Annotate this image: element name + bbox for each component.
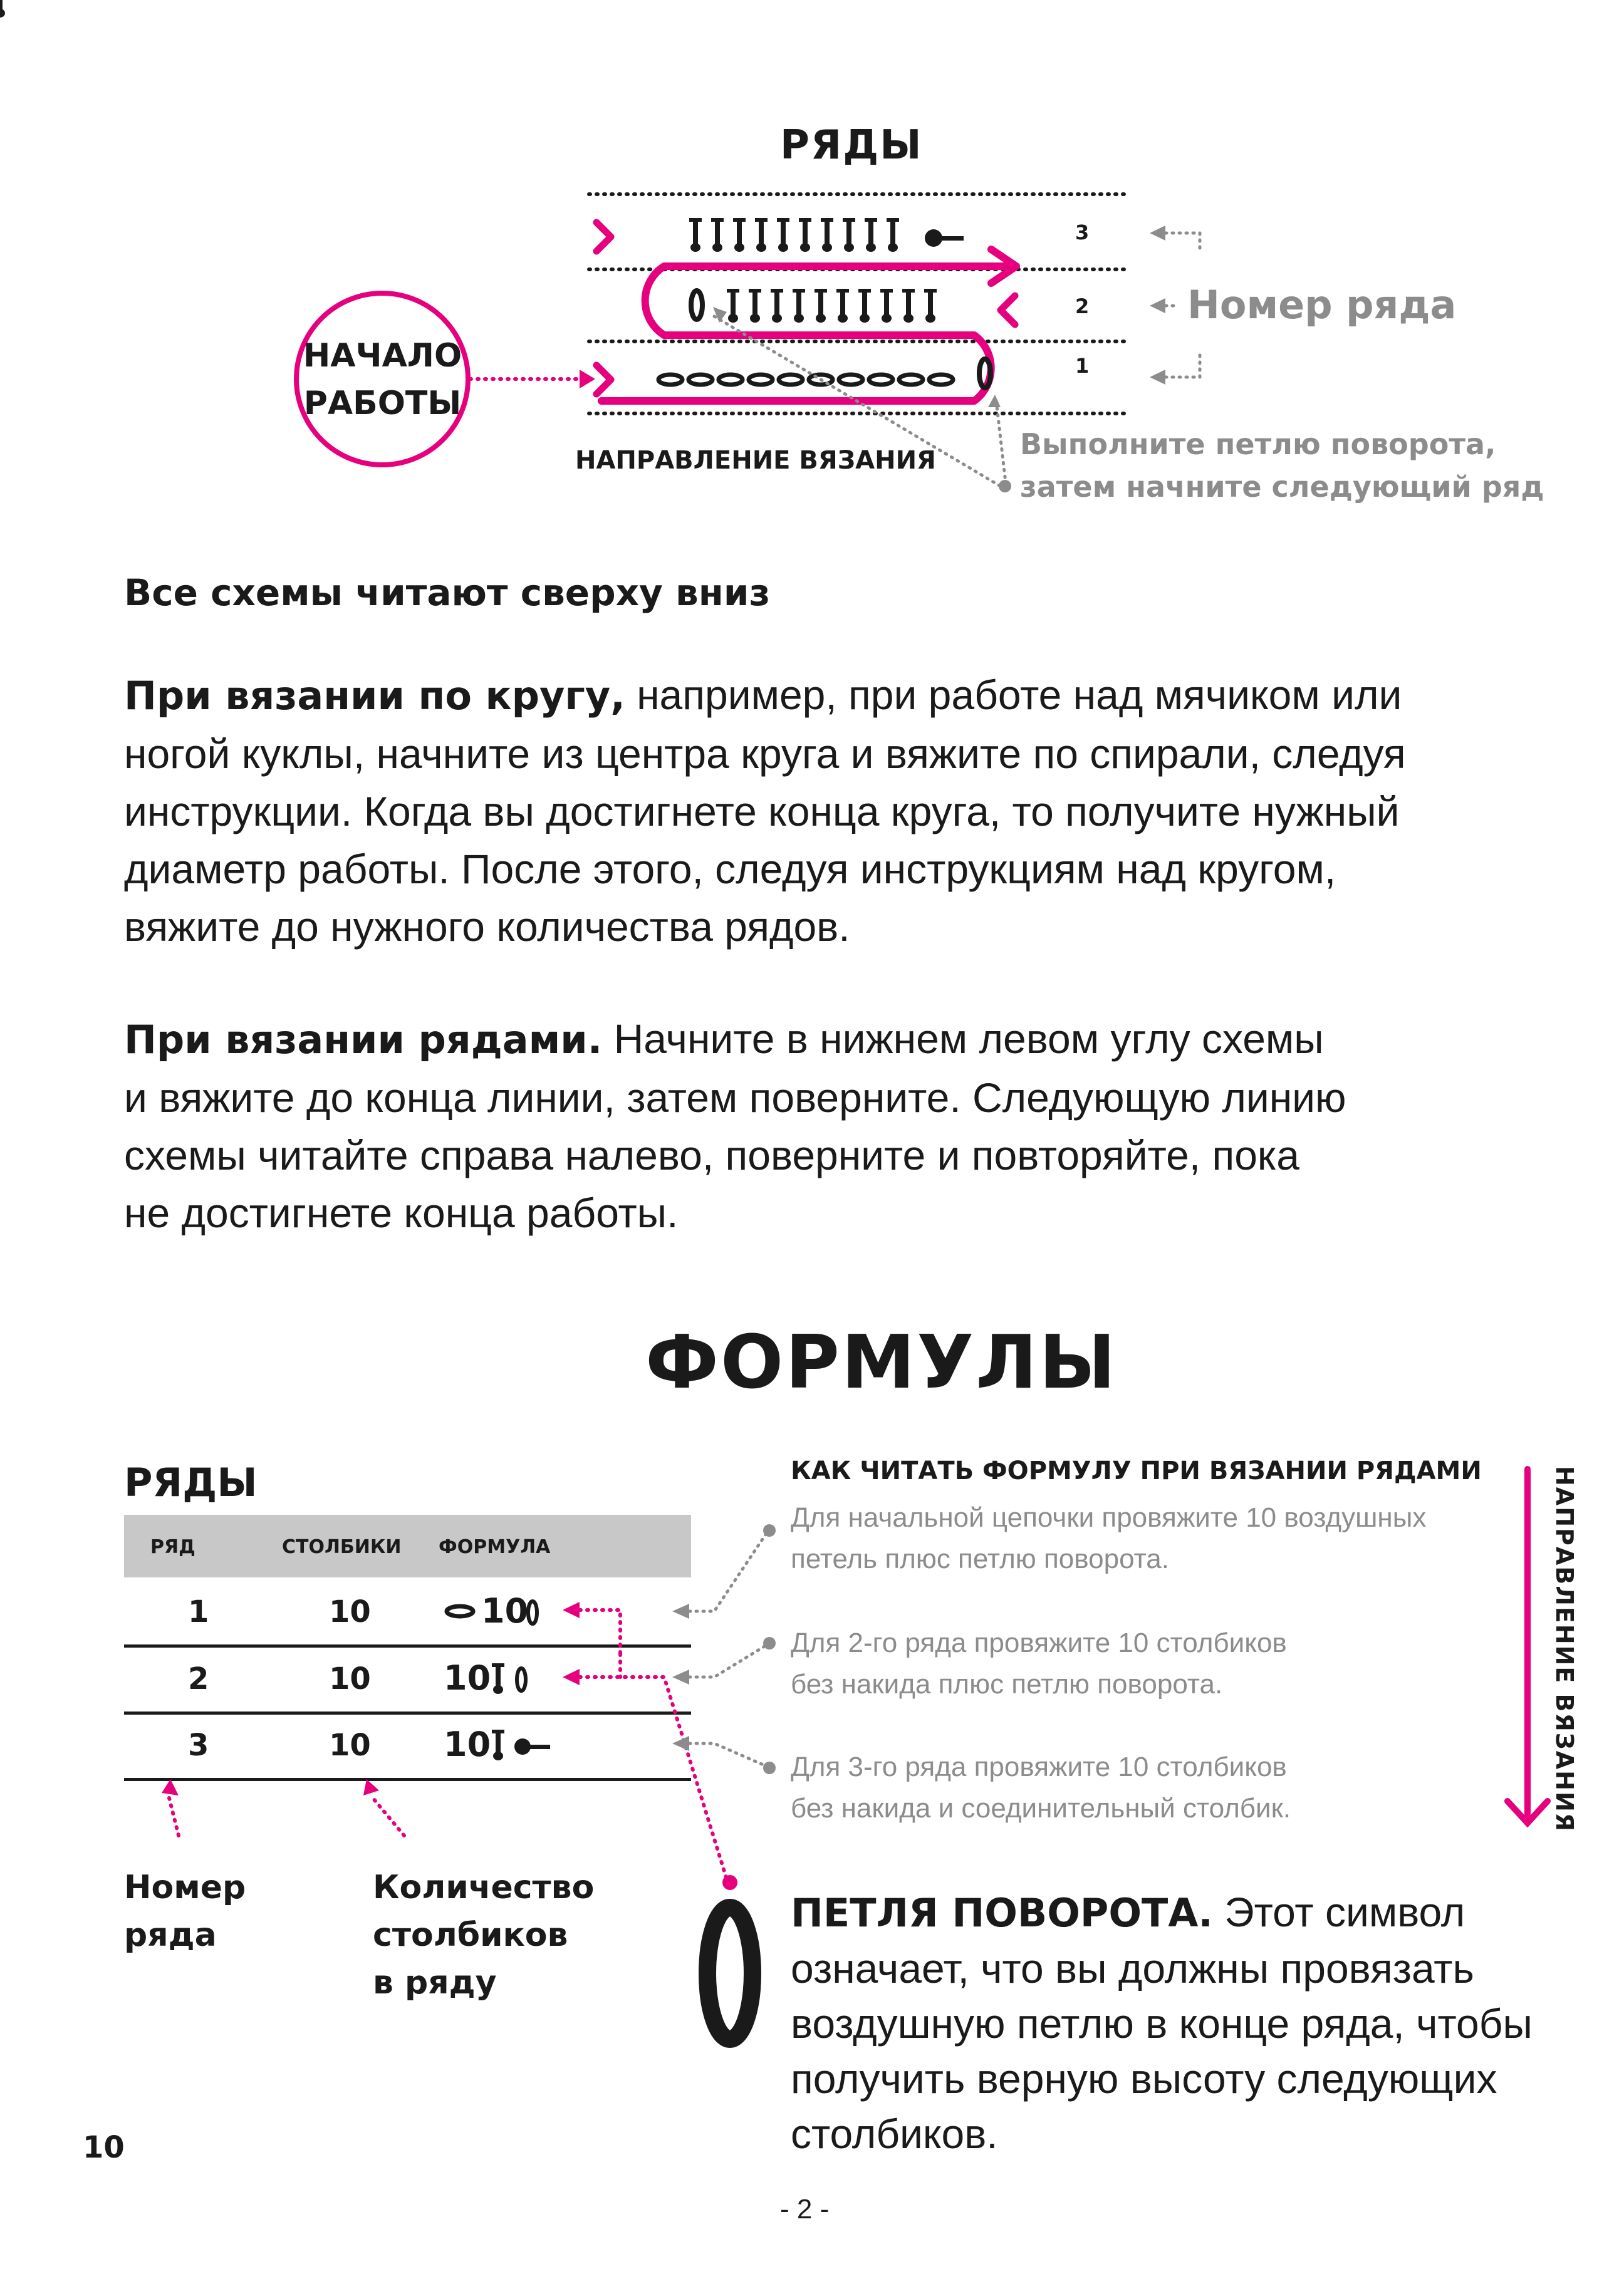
formula-count: 10 xyxy=(481,1591,529,1631)
header-formula: ФОРМУЛА xyxy=(439,1536,551,1558)
row-separator-lines xyxy=(589,194,1128,413)
label-stitch-count-line: в ряду xyxy=(373,1964,497,2002)
formula-count: 10 xyxy=(444,1725,491,1764)
turn-loop-title: ПЕТЛЯ ПОВОРОТА. xyxy=(791,1890,1213,1936)
turn-note xyxy=(1020,423,1544,508)
table-row-count: 10 xyxy=(329,1661,371,1696)
note-1 xyxy=(791,1497,1426,1580)
paragraph-rows-bold: При вязании рядами. xyxy=(124,1017,603,1062)
page-marker: - 2 - xyxy=(780,2194,830,2225)
row-number-arrowheads xyxy=(1150,226,1165,385)
note-line: без накида и соединительный столбик. xyxy=(791,1793,1291,1824)
turn-note-line1: Выполните петлю поворота, xyxy=(1020,427,1496,461)
arrow-down-icon xyxy=(1507,1469,1548,1823)
note-line: без накида плюс петлю поворота. xyxy=(791,1669,1223,1700)
label-row-number-line: ряда xyxy=(124,1916,217,1954)
paragraph-circle-line: вяжите до нужного количества рядов. xyxy=(124,903,850,950)
table-row-count: 10 xyxy=(329,1728,371,1763)
note-line: Для 3-го ряда провяжите 10 столбиков xyxy=(791,1752,1287,1782)
header-count: СТОЛБИКИ xyxy=(282,1536,402,1558)
header-row: РЯД xyxy=(150,1536,195,1558)
table-row-number: 3 xyxy=(188,1728,209,1763)
table-row-number: 2 xyxy=(188,1661,209,1696)
paragraph-rows xyxy=(124,1010,1603,1242)
page-number: 10 xyxy=(83,2130,125,2165)
note-line: Для начальной цепочки провяжите 10 воздушных xyxy=(791,1502,1427,1533)
formula-count: 10 xyxy=(444,1658,491,1698)
paragraph-circle-line: инструкции. Когда вы достигнете конца круга, то получите нужный xyxy=(124,788,1400,834)
turning-chain-large-icon xyxy=(695,1898,764,2049)
turn-loop-description xyxy=(791,1884,1605,2161)
label-stitch-count xyxy=(373,1864,594,2007)
note-line: петель плюс петлю поворота. xyxy=(791,1544,1169,1574)
row2-stitches xyxy=(691,289,937,323)
direction-vertical-label: НАПРАВЛЕНИЕ ВЯЗАНИЯ xyxy=(1551,1466,1578,1833)
turn-loop-line: означает, что вы должны провязать xyxy=(791,1945,1474,1992)
note-2 xyxy=(791,1623,1287,1705)
diagram-title: РЯДЫ xyxy=(780,122,923,169)
start-label-line1: НАЧАЛО xyxy=(303,337,462,375)
start-label xyxy=(296,332,469,427)
direction-label: НАПРАВЛЕНИЕ ВЯЗАНИЯ xyxy=(575,446,936,475)
paragraph-rows-line: и вяжите до конца линии, затем поверните. Следующую линию xyxy=(124,1074,1346,1121)
start-label-line2: РАБОТЫ xyxy=(303,385,462,422)
howto-title: КАК ЧИТАТЬ ФОРМУЛУ ПРИ ВЯЗАНИИ РЯДАМИ xyxy=(791,1457,1482,1485)
turn-loop-line: Этот символ xyxy=(1212,1889,1465,1935)
turn-loop-line: воздушную петлю в конце ряда, чтобы xyxy=(791,2000,1533,2047)
label-row-number-line: Номер xyxy=(124,1869,246,1906)
paragraph-rows-line: не достигнете конца работы. xyxy=(124,1190,679,1236)
chevron-left-icon xyxy=(1001,296,1015,325)
turn-note-line2: затем начните следующий ряд xyxy=(1020,470,1544,504)
paragraph-read-direction: Все схемы читают сверху вниз xyxy=(124,571,771,614)
paragraph-circle-bold: При вязании по кругу, xyxy=(124,673,625,719)
row-number-3: 3 xyxy=(1075,221,1090,244)
note-3 xyxy=(791,1747,1291,1829)
formulas-title: ФОРМУЛЫ xyxy=(645,1319,1118,1405)
label-stitch-count-line: столбиков xyxy=(373,1916,568,1954)
paragraph-circle xyxy=(124,666,1603,955)
table-row-number: 1 xyxy=(188,1594,209,1629)
row-number-2: 2 xyxy=(1075,294,1090,318)
note-line: Для 2-го ряда провяжите 10 столбиков xyxy=(791,1628,1287,1658)
row1-chain xyxy=(658,359,991,388)
turn-loop-line: получить верную высоту следующих xyxy=(791,2055,1497,2102)
table-row-count: 10 xyxy=(329,1594,371,1629)
start-connector xyxy=(470,370,595,388)
label-row-number xyxy=(124,1864,246,1959)
chevron-right-icon xyxy=(596,222,611,394)
paragraph-circle-line: ногой куклы, начните из центра круга и вяжите по спирали, следуя xyxy=(124,730,1406,777)
table-title: РЯДЫ xyxy=(124,1460,258,1505)
paragraph-circle-line: диаметр работы. После этого, следуя инструкциям над кругом, xyxy=(124,846,1336,892)
label-stitch-count-line: Количество xyxy=(373,1869,595,1906)
row-number-caption: Номер ряда xyxy=(1187,282,1457,328)
paragraph-rows-line: Начните в нижнем левом углу схемы xyxy=(602,1016,1324,1062)
paragraph-rows-line: схемы читайте справа налево, поверните и повторяйте, пока xyxy=(124,1132,1299,1178)
row3-stitches xyxy=(0,0,964,252)
row-number-1: 1 xyxy=(1075,354,1090,378)
paragraph-circle-line: например, при работе над мячиком или xyxy=(625,672,1402,718)
turn-loop-line: столбиков. xyxy=(791,2111,998,2157)
